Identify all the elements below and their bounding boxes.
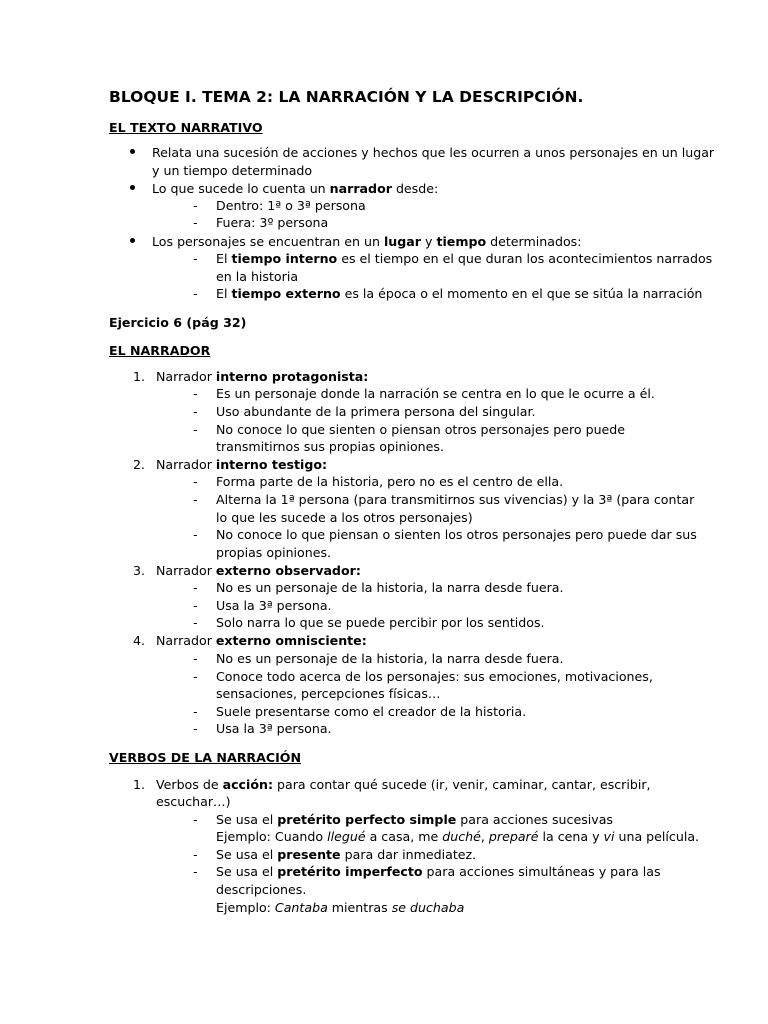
list-item: Narrador interno protagonista: <box>156 369 369 384</box>
bullet-icon <box>130 185 135 190</box>
section-heading-verbos: VERBOS DE LA NARRACIÓN <box>109 750 302 765</box>
sub-item: Fuera: 3º persona <box>216 215 329 230</box>
page-title: BLOQUE I. TEMA 2: LA NARRACIÓN Y LA DESCRIPCIÓN. <box>109 88 584 106</box>
sub-item: El tiempo interno es el tiempo en el que duran los acontecimientos narrados <box>216 251 713 266</box>
dash-marker: - <box>193 598 198 613</box>
dash-marker: - <box>193 812 198 827</box>
list-item: Narrador externo observador: <box>156 563 361 578</box>
sub-item-continuation: transmitirnos sus propias opiniones. <box>216 439 444 454</box>
sub-item-continuation: descripciones. <box>216 882 307 897</box>
exercise-reference: Ejercicio 6 (pág 32) <box>109 315 247 330</box>
section-heading-narrador: EL NARRADOR <box>109 343 211 358</box>
dash-marker: - <box>193 864 198 879</box>
sub-item: Forma parte de la historia, pero no es el centro de ella. <box>216 474 564 489</box>
dash-marker: - <box>193 580 198 595</box>
sub-item: No es un personaje de la historia, la narra desde fuera. <box>216 651 564 666</box>
list-item: Verbos de acción: para contar qué sucede (ir, venir, caminar, cantar, escribir, <box>156 777 651 792</box>
dash-marker: - <box>193 615 198 630</box>
list-item: Narrador externo omnisciente: <box>156 633 367 648</box>
dash-marker: - <box>193 198 198 213</box>
sub-item: El tiempo externo es la época o el momento en el que se sitúa la narración <box>216 286 703 301</box>
sub-item: Uso abundante de la primera persona del singular. <box>216 404 536 419</box>
sub-item: Conoce todo acerca de los personajes: sus emociones, motivaciones, <box>216 669 653 684</box>
sub-item: Alterna la 1ª persona (para transmitirnos sus vivencias) y la 3ª (para contar <box>216 492 695 507</box>
sub-item: Se usa el pretérito imperfecto para acciones simultáneas y para las <box>216 864 661 879</box>
list-number: 3. <box>133 563 146 578</box>
bullet-icon <box>130 238 135 243</box>
sub-item: Se usa el pretérito perfecto simple para acciones sucesivas <box>216 812 613 827</box>
dash-marker: - <box>193 474 198 489</box>
list-number: 2. <box>133 457 146 472</box>
list-item: Relata una sucesión de acciones y hechos que les ocurren a unos personajes en un lugar <box>152 145 715 160</box>
sub-item: No es un personaje de la historia, la narra desde fuera. <box>216 580 564 595</box>
list-item: Los personajes se encuentran en un lugar y tiempo determinados: <box>152 234 582 249</box>
dash-marker: - <box>193 527 198 542</box>
list-item-continuation: y un tiempo determinado <box>152 163 313 178</box>
sub-item: Se usa el presente para dar inmediatez. <box>216 847 477 862</box>
dash-marker: - <box>193 286 198 301</box>
list-number: 4. <box>133 633 146 648</box>
dash-marker: - <box>193 669 198 684</box>
sub-item: Dentro: 1ª o 3ª persona <box>216 198 366 213</box>
dash-marker: - <box>193 721 198 736</box>
sub-item: No conoce lo que piensan o sienten los otros personajes pero puede dar sus <box>216 527 697 542</box>
sub-item: Solo narra lo que se puede percibir por los sentidos. <box>216 615 545 630</box>
dash-marker: - <box>193 386 198 401</box>
dash-marker: - <box>193 251 198 266</box>
example-sentence: Ejemplo: Cuando llegué a casa, me duché, preparé la cena y vi una película. <box>216 829 700 844</box>
sub-item-continuation: propias opiniones. <box>216 545 332 560</box>
dash-marker: - <box>193 215 198 230</box>
list-number: 1. <box>133 777 146 792</box>
sub-item: No conoce lo que sienten o piensan otros personajes pero puede <box>216 422 626 437</box>
sub-item-continuation: sensaciones, percepciones físicas… <box>216 686 441 701</box>
sub-item: Usa la 3ª persona. <box>216 721 332 736</box>
dash-marker: - <box>193 704 198 719</box>
sub-item-continuation: lo que les sucede a los otros personajes) <box>216 510 473 525</box>
dash-marker: - <box>193 422 198 437</box>
list-item: Narrador interno testigo: <box>156 457 328 472</box>
sub-item: Suele presentarse como el creador de la historia. <box>216 704 527 719</box>
dash-marker: - <box>193 847 198 862</box>
list-item: Lo que sucede lo cuenta un narrador desde: <box>152 181 439 196</box>
list-number: 1. <box>133 369 146 384</box>
sub-item: Es un personaje donde la narración se centra en lo que le ocurre a él. <box>216 386 655 401</box>
example-sentence: Ejemplo: Cantaba mientras se duchaba <box>216 900 465 915</box>
dash-marker: - <box>193 404 198 419</box>
dash-marker: - <box>193 651 198 666</box>
dash-marker: - <box>193 492 198 507</box>
sub-item: Usa la 3ª persona. <box>216 598 332 613</box>
list-item-continuation: escuchar…) <box>156 794 231 809</box>
sub-item-continuation: en la historia <box>216 269 299 284</box>
bullet-icon <box>130 149 135 154</box>
section-heading-texto-narrativo: EL TEXTO NARRATIVO <box>109 120 263 135</box>
